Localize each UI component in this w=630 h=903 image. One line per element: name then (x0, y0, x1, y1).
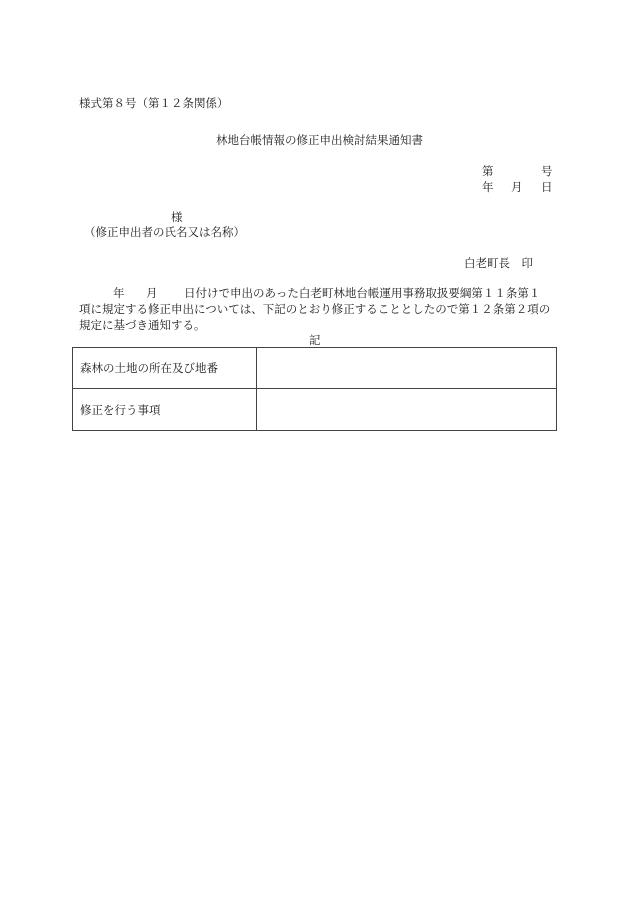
body-date-month: 月 (146, 286, 158, 300)
body-line-2: 項に規定する修正申出については、下記のとおり修正することとしたので第１２条第２項の (79, 302, 551, 316)
document-title: 林地台帳情報の修正申出検討結果通知書 (216, 133, 423, 147)
table-row (73, 348, 557, 389)
row-label-correction: 修正を行う事項 (73, 389, 257, 431)
body-line-1-text: 日付けで申出のあった白老町林地台帳運用事務取扱要綱第１１条第１ (184, 286, 541, 300)
addressee-honorific: 様 (171, 210, 183, 224)
sender-name: 白老町長 印 (464, 256, 533, 270)
body-line-3: 規定に基づき通知する。 (79, 318, 206, 332)
issue-number-prefix: 第 (482, 164, 494, 178)
issue-date-month: 月 (511, 180, 523, 194)
table-row (73, 389, 557, 431)
form-number: 様式第８号（第１２条関係） (79, 96, 229, 110)
row-value-correction (257, 389, 557, 431)
addressee-note: （修正申出者の氏名又は名称） (84, 225, 245, 239)
issue-number-suffix: 号 (541, 164, 553, 178)
issue-date-year: 年 (482, 180, 494, 194)
issue-date-day: 日 (541, 180, 553, 194)
record-heading: 記 (309, 333, 321, 347)
row-label-location: 森林の土地の所在及び地番 (73, 348, 257, 389)
detail-table (72, 347, 557, 431)
row-value-location (257, 348, 557, 389)
body-date-year: 年 (113, 286, 125, 300)
